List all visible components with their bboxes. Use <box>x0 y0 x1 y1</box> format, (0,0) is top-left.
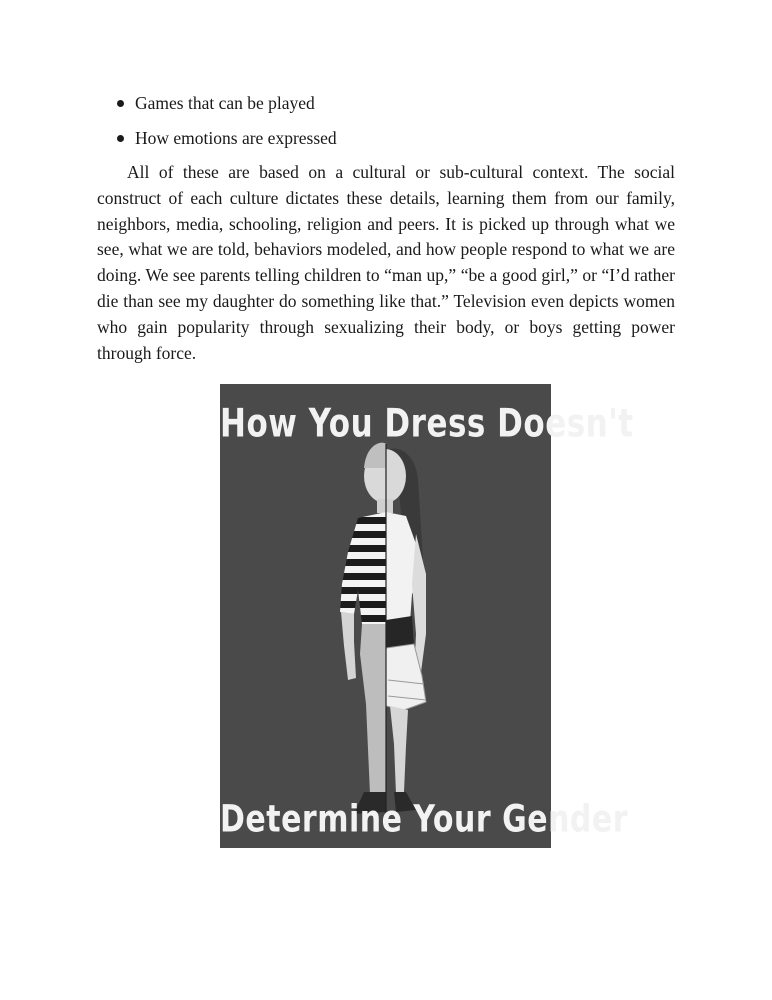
poster-subtitle: Determine Your Gender <box>220 797 629 842</box>
bullet-item <box>97 125 675 160</box>
bullet-list <box>97 90 675 160</box>
bullet-text: How emotions are expressed <box>135 128 337 148</box>
bullet-item <box>97 90 675 125</box>
body-paragraph: All of these are based on a cultural or sub-cultural context. The social construct of each culture dictates these details, learning them from our family, neighbors, media, schooling, religion and peers. It is picked up through what we see, what we are told, behaviors modeled, and how people respond to what we are doing. We see parents telling children to “man up,” “be a good girl,” or “I’d rather die than see my daughter do something like that.” Television even depicts women who gain popularity through sexualizing their body, or boys getting power through force. <box>97 162 675 363</box>
poster-title: How You Dress Doesn't <box>220 401 634 447</box>
split-figure-illustration <box>220 384 634 848</box>
bullet-dot-icon <box>117 100 124 107</box>
bullet-text: Games that can be played <box>135 93 315 113</box>
bullet-dot-icon <box>117 135 124 142</box>
page-content <box>97 90 675 366</box>
gender-poster-image <box>220 384 634 848</box>
